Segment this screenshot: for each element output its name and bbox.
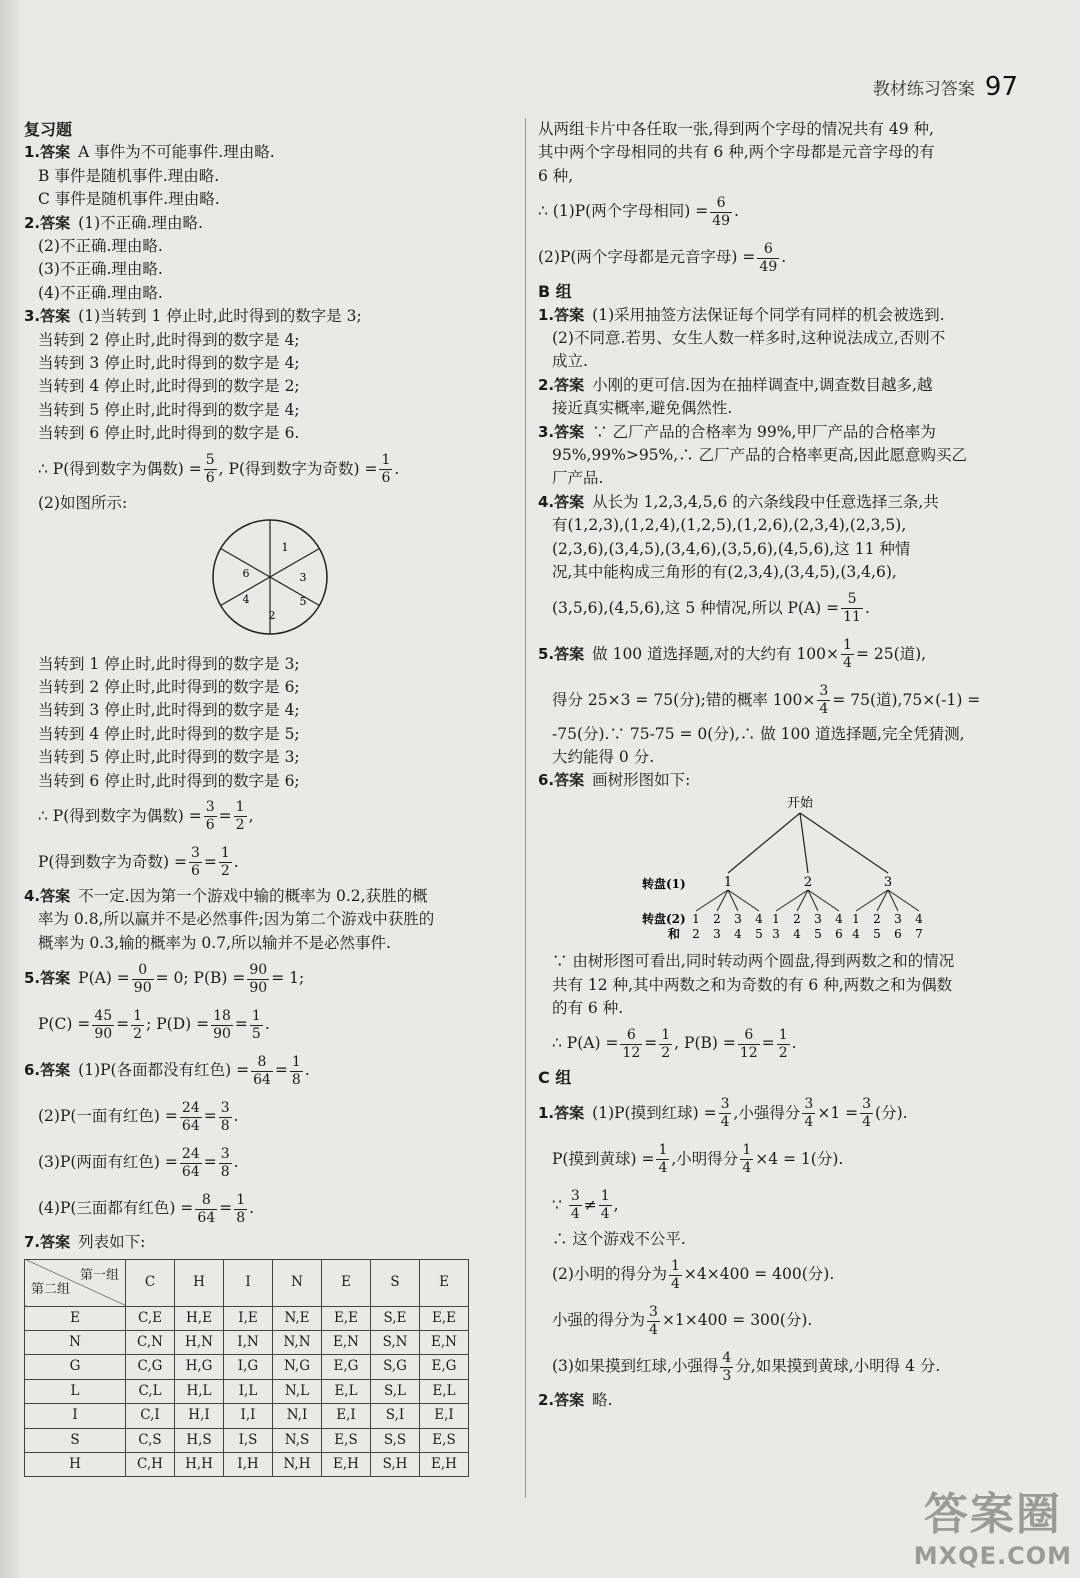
intro-prob2: (2)P(两个字母都是元音字母) = $\frac{6}{49}$ . <box>538 240 787 275</box>
b4-line1: 4.答案 从长为 1,2,3,4,5,6 的六条线段中任意选择三条,共 <box>538 492 939 511</box>
intro-line2: 其中两个字母相同的共有 6 种,两个字母都是元音字母的有 <box>538 143 935 162</box>
svg-text:4: 4 <box>852 926 860 941</box>
tree-level2-nodes <box>692 912 923 926</box>
q3a-line: 当转到 6 停止时,此时得到的数字是 6. <box>38 424 300 443</box>
b3-line1: 3.答案 ∵ 乙厂产品的合格率为 99%,甲厂产品的合格率为 <box>538 422 936 441</box>
tree-label-disc2: 转盘(2) <box>642 911 686 926</box>
intro-line3: 6 种, <box>538 166 574 185</box>
q4-line1: 4.答案 不一定.因为第一个游戏中输的概率为 0.2,获胜的概 <box>24 886 428 905</box>
table-header-row <box>25 1259 469 1306</box>
svg-text:3: 3 <box>713 926 721 941</box>
b4-line3: (2,3,6),(3,4,5),(3,4,6),(3,5,6),(4,5,6),这 11 种情 <box>552 539 911 558</box>
b6-prob-line: ∴ P(A) = $\frac{6}{12}$ = $\frac{1}{2}$ , P(B) = $\frac{6}{12}$ = $\frac{1}{2}$ . <box>552 1026 797 1061</box>
q6-line4: (4)P(三面都有红色) = $\frac{8}{64}$ = $\frac{1}{8}$ . <box>38 1191 255 1226</box>
b1-line3: 成立. <box>552 352 588 371</box>
spinner-label: 3 <box>299 571 307 585</box>
b4-line4: 况,其中能构成三角形的有(2,3,4),(3,4,5),(3,4,6), <box>552 563 897 582</box>
tree-diagram <box>538 793 1028 943</box>
q7-line1: 7.答案 列表如下: <box>24 1233 146 1252</box>
b2-line1: 2.答案 小刚的更可信.因为在抽样调查中,调查数目越多,越 <box>538 375 933 394</box>
svg-text:7: 7 <box>915 926 923 941</box>
svg-text:2: 2 <box>692 926 700 941</box>
spinner-label: 4 <box>242 593 250 607</box>
svg-text:4: 4 <box>835 911 843 926</box>
q3b-line: 当转到 5 停止时,此时得到的数字是 3; <box>38 748 300 767</box>
b6-line3: 共有 12 种,其中两数之和为奇数的有 6 种,两数之和为偶数 <box>552 975 953 994</box>
svg-text:5: 5 <box>814 926 822 941</box>
table-col-head: H <box>175 1259 224 1306</box>
q4-line3: 概率为 0.3,输的概率为 0.7,所以输并不是必然事件. <box>38 933 391 952</box>
table-col-head: N <box>273 1259 322 1306</box>
svg-text:2: 2 <box>793 911 801 926</box>
svg-text:5: 5 <box>755 926 763 941</box>
spinner-label: 5 <box>299 595 307 609</box>
table-col-head: I <box>224 1259 273 1306</box>
b1-line2: (2)不同意.若男、女生人数一样多时,这种说法成立,否则不 <box>552 329 946 348</box>
page-edge-shadow <box>0 0 20 1578</box>
tree-level1-node: 1 <box>723 874 733 890</box>
table-row: L C,L H,L I,L N,L E,L S,L E,L <box>25 1379 469 1403</box>
q3b-line: 当转到 2 停止时,此时得到的数字是 6; <box>38 677 300 696</box>
tree-level1-node: 2 <box>803 874 813 890</box>
svg-text:1: 1 <box>692 911 700 926</box>
page-header <box>873 72 1018 102</box>
tree-start-label: 开始 <box>786 795 814 811</box>
b3-line3: 厂产品. <box>552 469 604 488</box>
q3b-line: 当转到 6 停止时,此时得到的数字是 6; <box>38 771 300 790</box>
q3-line1: 3.答案 (1)当转到 1 停止时,此时得到的数字是 3; <box>24 307 362 326</box>
c2-line1: 2.答案 略. <box>538 1391 613 1410</box>
intro-prob1: ∴ (1)P(两个字母相同) = $\frac{6}{49}$ . <box>538 194 739 229</box>
b3-line2: 95%,99%>95%,∴ 乙厂产品的合格率更高,因此愿意购买乙 <box>552 446 968 465</box>
q2-line2: (2)不正确.理由略. <box>38 237 163 256</box>
q3-prob-line3: P(得到数字为奇数) = $\frac{3}{6}$ = $\frac{1}{2}$ . <box>38 845 239 880</box>
table-row: G C,G H,G I,G N,G E,G S,G E,G <box>25 1355 469 1379</box>
header-title: 教材练习答案 <box>872 79 975 100</box>
table-col-head: S <box>371 1259 420 1306</box>
b6-line1: 6.答案 画树形图如下: <box>538 771 691 790</box>
q7-table <box>24 1259 469 1478</box>
c1-line2: P(摸到黄球) = $\frac{1}{4}$ ,小明得分 $\frac{1}{4}$ ×4 = 1(分). <box>552 1142 844 1177</box>
q3a-line: 当转到 5 停止时,此时得到的数字是 4; <box>38 400 300 419</box>
svg-text:5: 5 <box>873 926 881 941</box>
spinner-label: 1 <box>281 541 289 555</box>
b4-line5: (3,5,6),(4,5,6),这 5 种情况,所以 P(A) = $\frac{5}{11}$ . <box>552 591 870 625</box>
q2-line4: (4)不正确.理由略. <box>38 283 163 302</box>
q6-line1: 6.答案 (1)P(各面都没有红色) = $\frac{8}{64}$ = $\frac{1}{8}$ . <box>24 1053 310 1088</box>
svg-text:3: 3 <box>814 911 822 926</box>
tree-label-sum: 和 <box>668 926 681 941</box>
q3-line2: (2)如图所示: <box>38 493 128 512</box>
c1-line5: (2)小明的得分为 $\frac{1}{4}$ ×4×400 = 400(分). <box>552 1257 835 1292</box>
table-row: N C,N H,N I,N N,N E,N S,N E,N <box>25 1330 469 1354</box>
spinner-circle <box>213 520 327 634</box>
page-number: 97 <box>984 72 1018 102</box>
q5-line1: 5.答案 P(A) = $\frac{0}{90}$ = 0; P(B) = $\frac{90}{90}$ = 1; <box>24 961 305 996</box>
spinner-diagram <box>24 515 512 645</box>
svg-text:3: 3 <box>734 911 742 926</box>
q6-line2: (2)P(一面有红色) = $\frac{24}{64}$ = $\frac{3}{8}$ . <box>38 1099 239 1134</box>
table-row: E C,E H,E I,E N,E E,E S,E E,E <box>25 1306 469 1330</box>
b2-line2: 接近真实概率,避免偶然性. <box>552 399 733 418</box>
q3b-line: 当转到 4 停止时,此时得到的数字是 5; <box>38 724 300 743</box>
table-row: S C,S H,S I,S N,S E,S S,S E,S <box>25 1428 469 1452</box>
svg-text:4: 4 <box>915 911 923 926</box>
q3a-line: 当转到 3 停止时,此时得到的数字是 4; <box>38 354 300 373</box>
left-column <box>24 118 512 1477</box>
b5-line2: 得分 25×3 = 75(分);错的概率 100× $\frac{3}{4}$ = 75(道),75×(-1) = <box>552 683 981 717</box>
table-col-head: E <box>420 1259 469 1306</box>
b6-line4: 的有 6 种. <box>552 998 624 1017</box>
watermark-logo: 答案圈 MXQE.COM <box>913 1489 1072 1570</box>
svg-text:2: 2 <box>873 911 881 926</box>
svg-text:1: 1 <box>852 911 860 926</box>
b1-line1: 1.答案 (1)采用抽签方法保证每个同学有同样的机会被选到. <box>538 305 945 324</box>
q3a-line: 当转到 2 停止时,此时得到的数字是 4; <box>38 330 300 349</box>
column-divider <box>525 118 526 1498</box>
spinner-label: 6 <box>242 567 250 581</box>
intro-line1: 从两组卡片中各任取一张,得到两个字母的情况共有 49 种, <box>538 120 934 138</box>
svg-text:3: 3 <box>772 926 780 941</box>
q1-line3: C 事件是随机事件.理由略. <box>38 190 220 209</box>
svg-text:3: 3 <box>894 911 902 926</box>
svg-text:4: 4 <box>734 926 742 941</box>
table-corner-cell: 第一组 第二组 <box>25 1259 126 1306</box>
q3-prob-line1: ∴ P(得到数字为偶数) = $\frac{5}{6}$ , P(得到数字为奇数) = $\frac{1}{6}$ . <box>38 452 400 487</box>
table-col-head: C <box>126 1259 175 1306</box>
c1-line1: 1.答案 (1)P(摸到红球) = $\frac{3}{4}$ ,小强得分 $\frac{3}{4}$ ×1 = $\frac{3}{4}$ (分). <box>538 1096 908 1131</box>
c1-line6: 小强的得分为 $\frac{3}{4}$ ×1×400 = 300(分). <box>552 1303 813 1338</box>
q1-line1: 1.答案 A 事件为不可能事件.理由略. <box>24 143 275 162</box>
table-col-head: E <box>322 1259 371 1306</box>
b6-line2: ∵ 由树形图可看出,同时转动两个圆盘,得到两数之和的情况 <box>552 952 955 971</box>
q5-line2: P(C) = $\frac{45}{90}$ = $\frac{1}{2}$ ; P(D) = $\frac{18}{90}$ = $\frac{1}{5}$ . <box>38 1007 270 1042</box>
svg-text:6: 6 <box>894 926 902 941</box>
c1-line7: (3)如果摸到红球,小强得 $\frac{4}{3}$ 分,如果摸到黄球,小明得 4 分. <box>552 1349 941 1384</box>
table-row: I C,I H,I I,I N,I E,I S,I E,I <box>25 1404 469 1428</box>
svg-text:1: 1 <box>772 911 780 926</box>
q3b-line: 当转到 3 停止时,此时得到的数字是 4; <box>38 701 300 720</box>
q3b-line: 当转到 1 停止时,此时得到的数字是 3; <box>38 654 300 673</box>
q1-line2: B 事件是随机事件.理由略. <box>38 166 220 185</box>
svg-text:4: 4 <box>755 911 763 926</box>
tree-label-disc1: 转盘(1) <box>642 876 686 891</box>
c1-line3: ∵ $\frac{3}{4}$ ≠ $\frac{1}{4}$ , <box>552 1188 619 1223</box>
section-title: 复习题 <box>24 120 73 139</box>
spinner-label: 2 <box>268 609 276 623</box>
b5-line3: -75(分).∵ 75-75 = 0(分),∴ 做 100 道选择题,完全凭猜测, <box>552 724 965 743</box>
tree-level1-node: 3 <box>883 874 893 890</box>
q6-line3: (3)P(两面有红色) = $\frac{24}{64}$ = $\frac{3}{8}$ . <box>38 1145 239 1180</box>
svg-text:2: 2 <box>713 911 721 926</box>
b5-line1: 5.答案 做 100 道选择题,对的大约有 100× $\frac{1}{4}$ = 25(道), <box>538 637 927 671</box>
svg-text:6: 6 <box>835 926 843 941</box>
table-row: H C,H H,H I,H N,H E,H S,H E,H <box>25 1453 469 1477</box>
q2-line3: (3)不正确.理由略. <box>38 260 163 279</box>
group-c-title: C 组 <box>538 1068 572 1088</box>
q4-line2: 率为 0.8,所以赢并不是必然事件;因为第二个游戏中获胜的 <box>38 910 435 929</box>
b5-line4: 大约能得 0 分. <box>552 747 655 766</box>
b4-line2: 有(1,2,3),(1,2,4),(1,2,5),(1,2,6),(2,3,4),(2,3,5), <box>552 516 907 535</box>
q3-prob-line2: ∴ P(得到数字为偶数) = $\frac{3}{6}$ = $\frac{1}{2}$ , <box>38 799 254 834</box>
c1-line4: ∴ 这个游戏不公平. <box>552 1229 686 1248</box>
tree-sum-nodes <box>692 927 923 941</box>
q3a-line: 当转到 4 停止时,此时得到的数字是 2; <box>38 377 300 396</box>
right-column <box>538 118 1028 1413</box>
group-b-title: B 组 <box>538 282 572 302</box>
q2-line1: 2.答案 (1)不正确.理由略. <box>24 213 203 232</box>
svg-text:4: 4 <box>793 926 801 941</box>
